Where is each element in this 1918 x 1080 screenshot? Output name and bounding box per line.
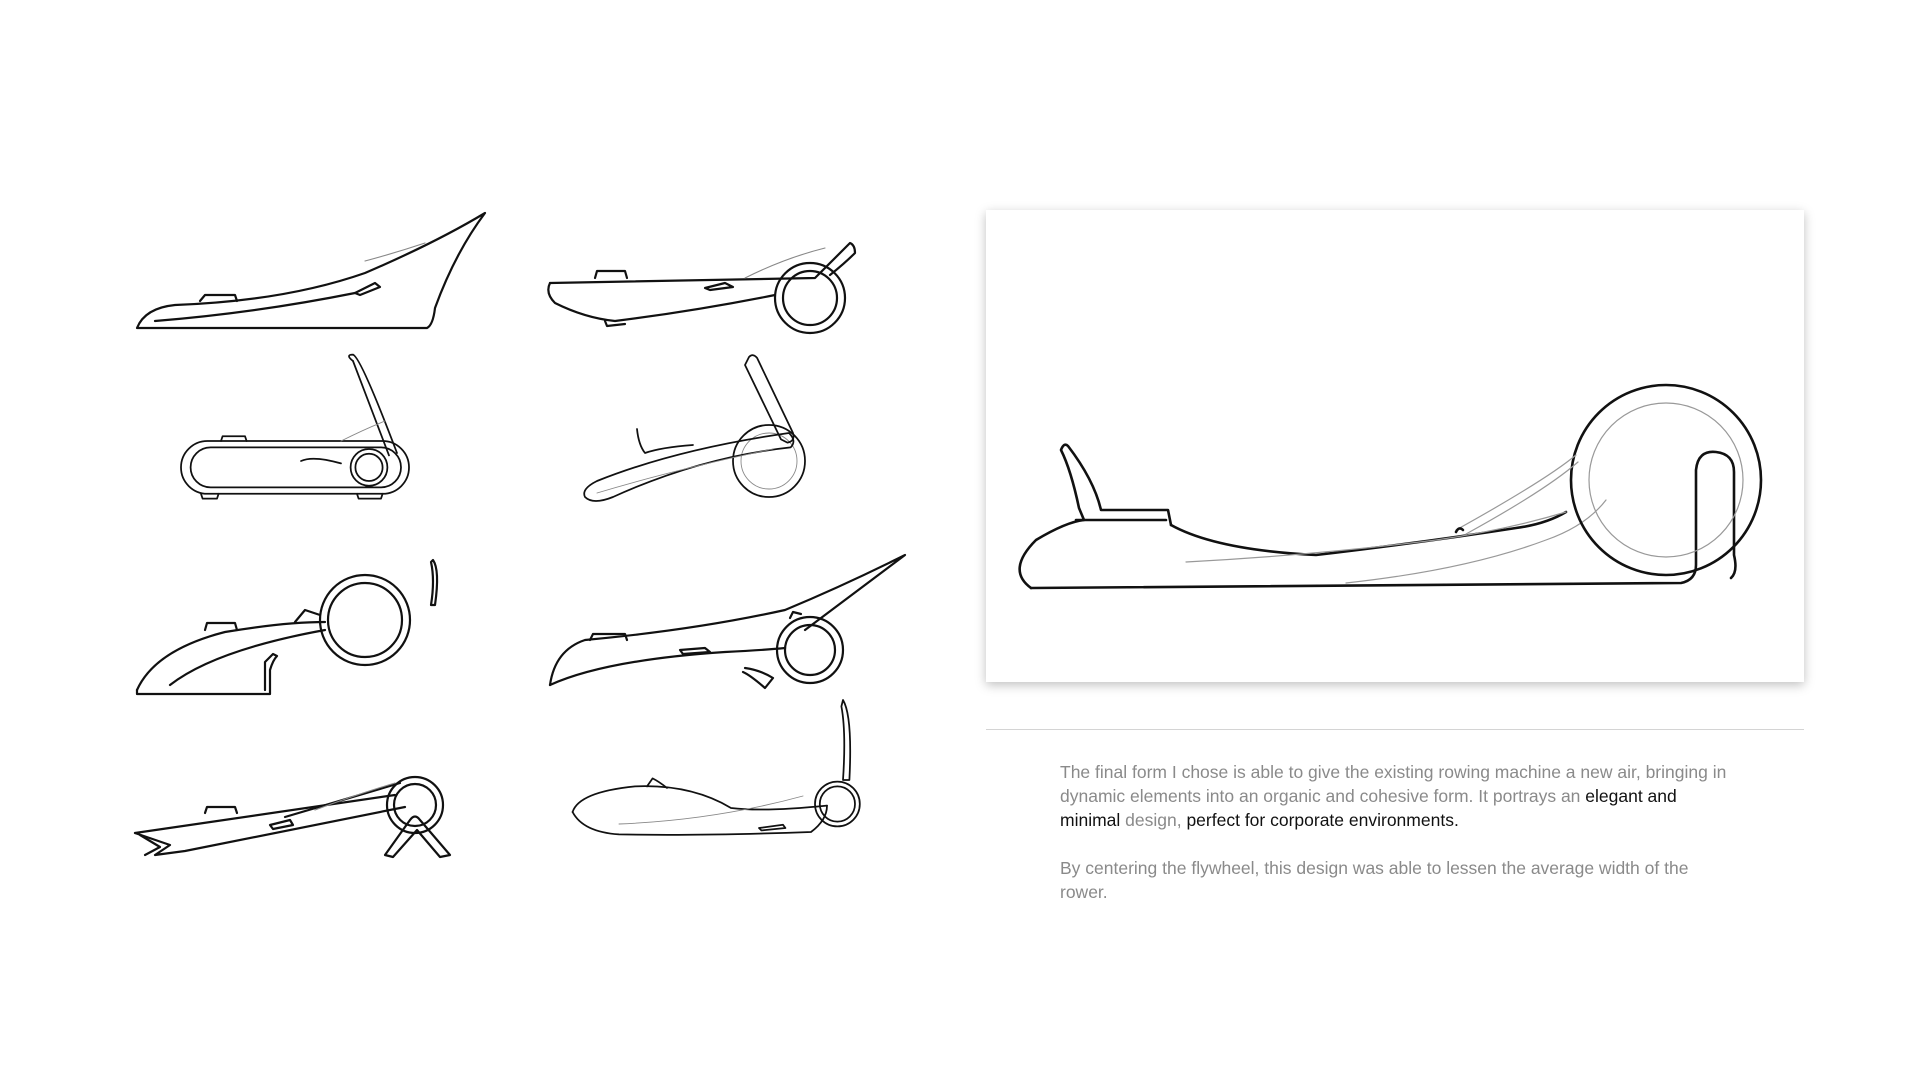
description-text-b: design, [1120,810,1187,830]
concept-sketch-8 [535,700,895,860]
final-design-sketch [986,210,1804,682]
description-text-a: The final form I chose is able to give the existing rowing machine a new air, bringing in dynamic elements into an organic and cohesive form. It portrays an [1060,762,1727,806]
concept-sketch-5 [135,560,495,720]
concept-sketch-3 [145,353,505,513]
concept-sketch-1 [135,213,495,373]
concept-sketch-4 [545,353,905,513]
design-description [1060,760,1740,928]
concept-sketch-7 [135,755,495,915]
description-paragraph-1 [1060,760,1740,832]
description-paragraph-2: By centering the flywheel, this design was able to lessen the average width of the rower. [1060,858,1689,902]
concept-sketch-6 [545,550,905,710]
concept-sketches-grid [120,195,920,895]
section-divider [986,729,1804,730]
highlight-corporate-environments: perfect for corporate environments. [1186,810,1459,830]
final-design-card [986,210,1804,682]
highlight-elegant-minimal: elegant and minimal [1060,786,1677,830]
